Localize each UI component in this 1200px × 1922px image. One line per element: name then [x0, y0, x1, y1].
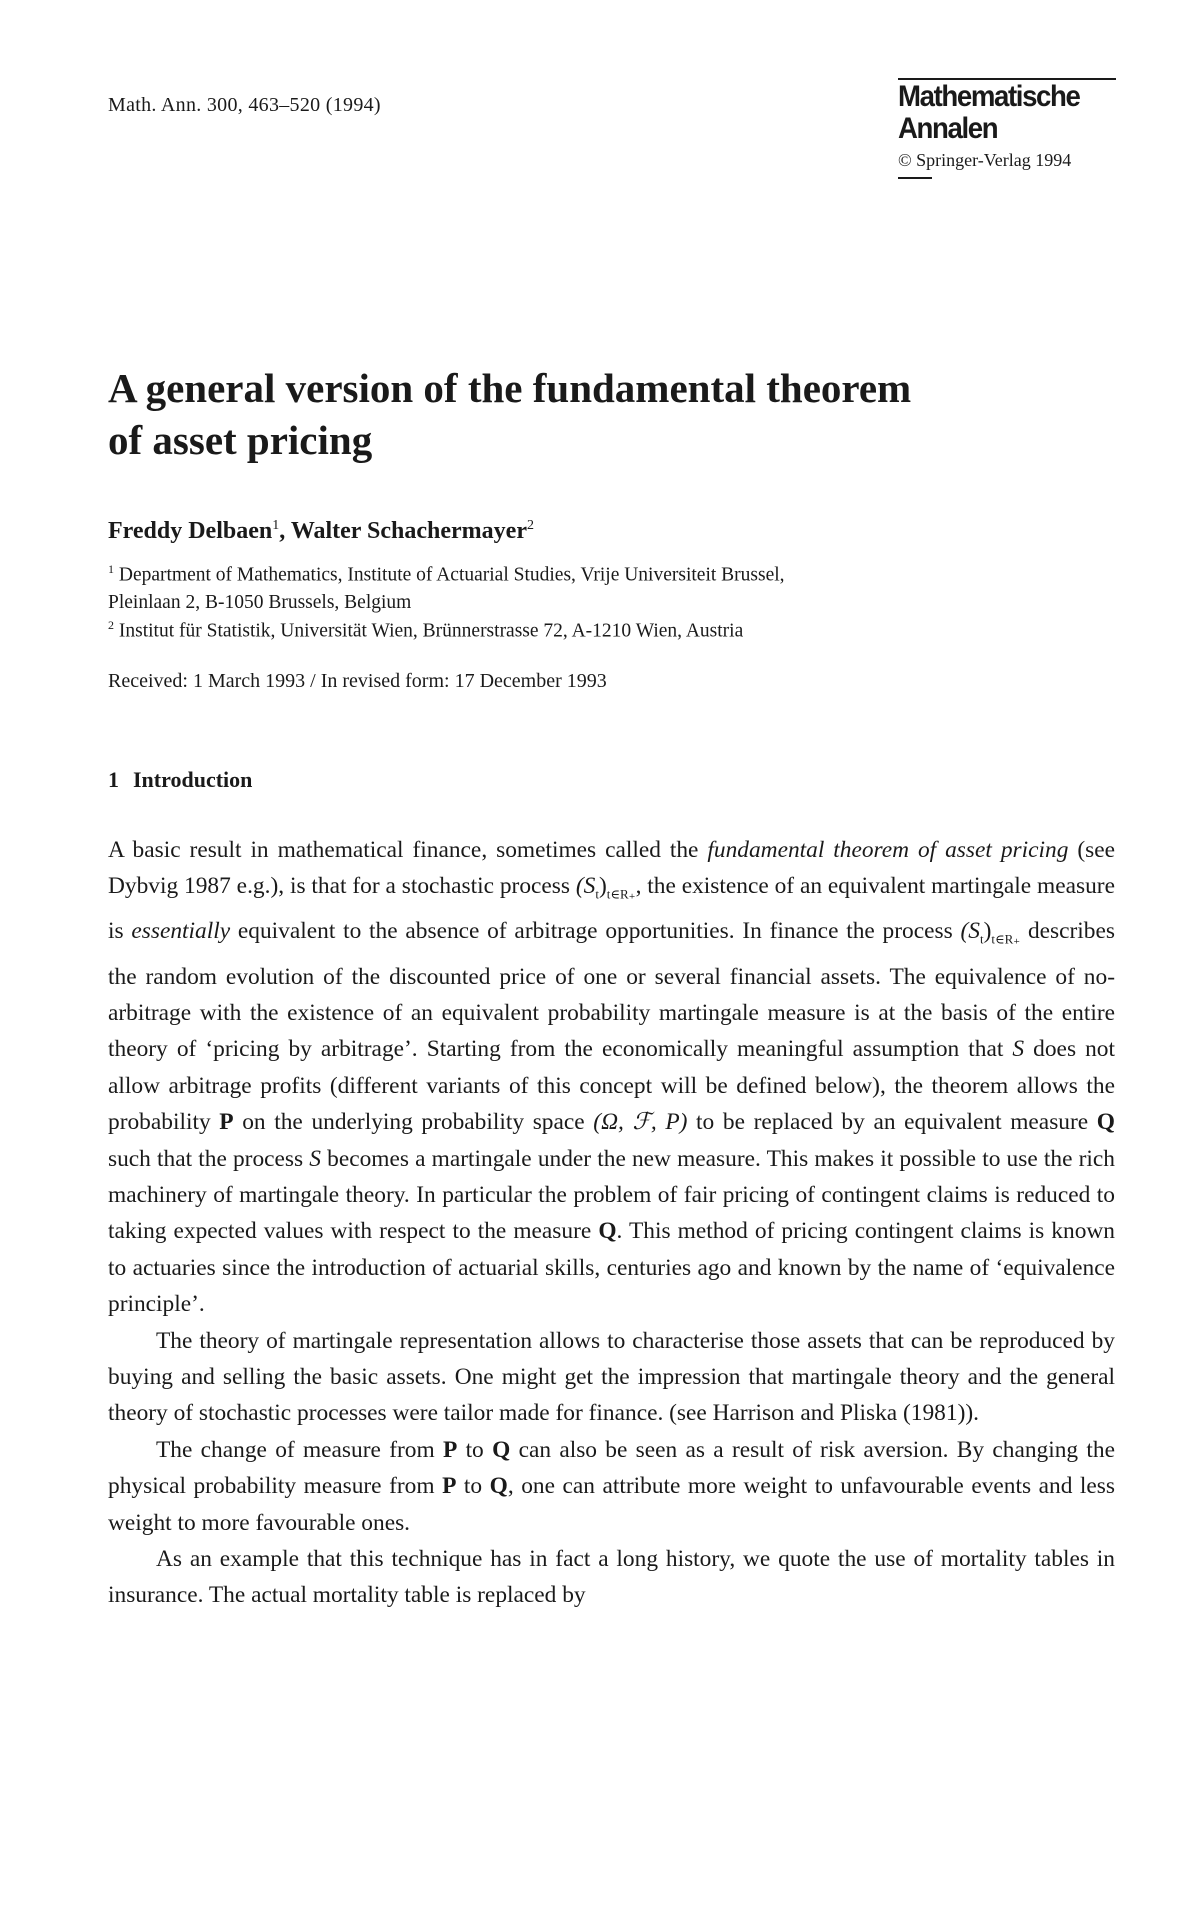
author-1: Freddy Delbaen	[108, 518, 273, 544]
body-text	[108, 832, 1115, 1614]
affiliation-1-line-2: Pleinlaan 2, B-1050 Brussels, Belgium	[108, 591, 412, 613]
affiliation-2-mark: 2	[108, 618, 114, 632]
section-number: 1	[108, 767, 119, 792]
title-line-2: of asset pricing	[108, 417, 373, 463]
section-heading	[108, 767, 252, 793]
received-dates: Received: 1 March 1993 / In revised form: 17 December 1993	[108, 670, 607, 692]
title-line-1: A general version of the fundamental theorem	[108, 365, 912, 411]
author-1-mark: 1	[272, 518, 280, 533]
paragraph-1: A basic result in mathematical finance, sometimes called the fundamental theorem of asset pricing (see Dybvig 1987 e.g.), is that for a stochastic process $(S_t)_{t\in R_+}$, the existence of an equivalent martingale measure is essentially equivalent to the absence of arbitrage opportunities. In finance the process $(S_t)_{t\in R_+}$ describes the random evolution of the discounted price of one or several financial assets. The equivalence of no-arbitrage with the existence of an equivalent probability martingale measure is at the basis of the entire theory of ‘pricing by arbitrage’. Starting from the economically meaningful assumption that S does not allow arbitrage profits (different variants of this concept will be defined below), the theorem allows the probability P on the underlying probability space (Ω, ℱ, P) to be replaced by an equivalent measure Q such that the process S becomes a martingale under the new measure. This makes it possible to use the rich machinery of martingale theory. In particular the problem of fair pricing of contingent claims is reduced to taking expected values with respect to the measure Q. This method of pricing contingent claims is known to actuaries since the introduction of actuarial skills, centuries ago and known by the name of ‘equivalence principle’.	[108, 837, 1115, 1318]
affiliation-2	[108, 612, 1118, 645]
paper-title	[108, 362, 1108, 466]
logo-bottom-rule	[898, 177, 932, 179]
journal-citation: Math. Ann. 300, 463–520 (1994)	[108, 94, 381, 116]
copyright-notice: © Springer-Verlag 1994	[898, 150, 1072, 170]
journal-name-line2: Annalen	[898, 112, 998, 145]
author-list	[108, 518, 534, 545]
journal-logo-block	[898, 78, 1120, 179]
journal-name-line1: Mathematische	[898, 80, 1080, 113]
affiliation-1	[108, 556, 1118, 616]
affiliation-2-text: Institut für Statistik, Universität Wien, Brünnerstrasse 72, A-1210 Wien, Austria	[118, 620, 744, 642]
affiliation-1-line-1: Department of Mathematics, Institute of Actuarial Studies, Vrije Universiteit Brussel,	[118, 564, 785, 586]
section-title: Introduction	[133, 767, 253, 792]
affiliation-1-mark: 1	[108, 562, 114, 576]
paragraph-2: The theory of martingale representation allows to characterise those assets that can be reproduced by buying and selling the basic assets. One might get the impression that martingale theory and the general theory of stochastic processes were tailor made for finance. (see Harrison and Pliska (1981)).	[108, 1327, 1115, 1427]
author-2-mark: 2	[526, 518, 534, 533]
paragraph-3: The change of measure from P to Q can also be seen as a result of risk aversion. By changing the physical probability measure from P to Q, one can attribute more weight to unfavourable events and less weight to more favourable ones.	[108, 1436, 1116, 1536]
author-separator: ,	[279, 518, 291, 544]
author-2: Walter Schachermayer	[290, 518, 527, 544]
paragraph-4: As an example that this technique has in fact a long history, we quote the use of mortality tables in insurance. The actual mortality table is replaced by	[108, 1546, 1115, 1609]
